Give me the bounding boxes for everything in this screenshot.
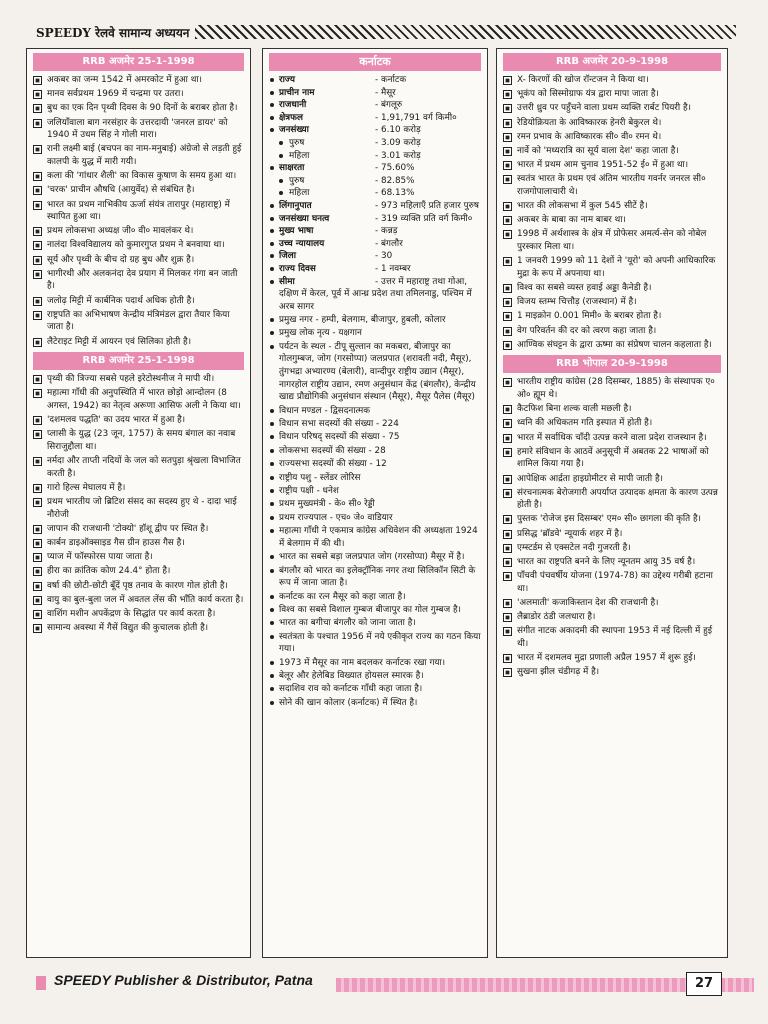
state-fact-item: दक्षिण में केरल, पूर्व में आन्ध्र प्रदेश तथा तमिलनाडु, पश्चिम में अरब सागर — [279, 289, 472, 312]
fact-value: - 3.09 करोड़ — [375, 137, 421, 148]
state-fact-item: सोने की खान कोलार (कर्नाटक) में स्थित है। — [267, 697, 482, 710]
state-fact-row — [267, 276, 482, 289]
fact-item: 1998 में अर्थशास्त्र के क्षेत्र में प्रोफेसर अमर्त्य-सेन को नोबेल पुरस्कार मिला था। — [501, 228, 722, 253]
state-fact-row — [267, 162, 482, 175]
fact-item: बुध का एक दिन पृथ्वी दिवस के 90 दिनों के बराबर होता है। — [31, 102, 245, 115]
state-fact-row — [267, 200, 482, 213]
state-fact-row — [267, 213, 482, 226]
fact-key: क्षेत्रफल — [279, 112, 303, 123]
fact-key: जनसंख्या घनत्व — [279, 213, 330, 224]
state-fact-row — [267, 137, 482, 150]
page-header — [36, 20, 736, 44]
fact-item: भारत में सर्वाधिक चाँदी उत्पन्न करने वाला प्रदेश राजस्थान है। — [501, 432, 722, 445]
fact-value: - बंगलूरु — [375, 100, 403, 111]
fact-item: मानव सर्वप्रथम 1969 में चन्द्रमा पर उतरा। — [31, 88, 245, 101]
fact-item: प्रथम लोकसभा अध्यक्ष जी० वी० मावलंकर थे। — [31, 225, 245, 238]
fact-item: कार्बन डाइऑक्साइड गैस ग्रीन हाउस गैस है। — [31, 537, 245, 550]
fact-item: लैब्राडोर ठंडी जलधारा है। — [501, 611, 722, 624]
state-flow — [263, 288, 487, 709]
state-fact-row — [267, 112, 482, 125]
fact-item: विजय स्तम्भ चित्तौड़ (राजस्थान) में है। — [501, 296, 722, 309]
fact-item: गारो हिल्स मेघालय में है। — [31, 482, 245, 495]
fact-item: प्लासी के युद्ध (23 जून, 1757) के समय बंगाल का नवाब सिराजुद्दौला था। — [31, 428, 245, 453]
fact-key: जिला — [279, 251, 297, 262]
state-fact-item: प्रमुख लोक नृत्य - यक्षगान — [267, 327, 482, 340]
fact-key: राज्य दिवस — [279, 263, 316, 274]
fact-item: महात्मा गाँधी की अनुपस्थिति में भारत छोड़ो आन्दोलन (8 अगस्त, 1942) का नेतृत्व अरूणा आसिफ अली ने किया था। — [31, 387, 245, 412]
fact-item: प्याज में फॉस्फोरस पाया जाता है। — [31, 551, 245, 564]
state-facts — [263, 74, 487, 288]
section-title: RRB भोपाल 20-9-1998 — [503, 355, 721, 373]
fact-item: कैटफिश बिना शल्क वाली मछली है। — [501, 403, 722, 416]
fact-item: एम्स्टर्डम से एक्सटेल नदी गुजरती है। — [501, 542, 722, 555]
fact-value: - कर्नाटक — [375, 75, 407, 85]
state-fact-row — [267, 250, 482, 263]
fact-item: नर्मदा और ताप्ती नदियों के जल को सतपुड़ा श्रृंखला विभाजित करती है। — [31, 455, 245, 480]
fact-item: विश्व का सबसे व्यस्त हवाई अड्डा कैनेडी है। — [501, 282, 722, 295]
fact-item: हमारे संविधान के आठवें अनुसूची में अबतक 22 भाषाओं को शामिल किया गया है। — [501, 446, 722, 471]
state-fact-item: राष्ट्रीय पशु - स्लेंडर लोरिस — [267, 472, 482, 485]
fact-item: नालंदा विश्वविद्यालय को कुमारगुप्त प्रथम ने बनवाया था। — [31, 239, 245, 252]
fact-item: आपेक्षिक आर्द्रता हाइग्रोमीटर से मापी जाती है। — [501, 473, 722, 486]
page-number: 27 — [686, 972, 722, 996]
fact-value: - 68.13% — [375, 188, 415, 199]
fact-list — [497, 74, 727, 351]
fact-item: रेडियोक्रियता के आविष्कारक हेनरी बेकुरल थे। — [501, 117, 722, 130]
fact-item: उत्तरी ध्रुव पर पहुँचने वाला प्रथम व्यक्ति रार्बट पियरी है। — [501, 102, 722, 115]
section-title: कर्नाटक — [269, 53, 481, 71]
header-hatch — [195, 25, 736, 39]
state-fact-item: बेलूर और हेलेबिड विख्यात होयसल स्मारक है। — [267, 670, 482, 683]
fact-value: - 6.10 करोड़ — [375, 125, 421, 136]
fact-item: कला की 'गांधार शैली' का विकास कुषाण के समय हुआ था। — [31, 170, 245, 183]
fact-list — [497, 376, 727, 679]
fact-key: मुख्य भाषा — [279, 226, 314, 237]
state-fact-item: विधान मण्डल - द्विसदनात्मक — [267, 405, 482, 418]
state-fact-row — [267, 238, 482, 251]
fact-item: प्रसिद्ध 'ब्रॉडवे' न्यूयार्क शहर में है। — [501, 528, 722, 541]
section-title: RRB अजमेर 25-1-1998 — [33, 53, 244, 71]
fact-key: राज्य — [279, 75, 296, 85]
state-fact-item: प्रथम राज्यपाल - एच० जे० वाडियार — [267, 512, 482, 525]
fact-key: लिंगानुपात — [279, 200, 312, 211]
section-title: RRB अजमेर 20-9-1998 — [503, 53, 721, 71]
state-fact-item: लोकसभा सदस्यों की संख्या - 28 — [267, 445, 482, 458]
state-fact-item: भारत का सबसे बड़ा जलप्रपात जोग (गरसोप्पा) मैसूर में है। — [267, 551, 482, 564]
fact-item: रमन प्रभाव के आविष्कारक सी० वी० रमन थे। — [501, 131, 722, 144]
fact-item: संगीत नाटक अकादमी की स्थापना 1953 में नई दिल्ली में हुई थी। — [501, 625, 722, 650]
fact-item: भारत की लोकसभा में कुल 545 सीटें है। — [501, 200, 722, 213]
fact-item: भारत में प्रथम आम चुनाव 1951-52 ई० में हुआ था। — [501, 159, 722, 172]
state-fact-item: 1973 में मैसूर का नाम बदलकर कर्नाटक रखा गया। — [267, 657, 482, 670]
fact-item: 'चरक' प्राचीन औषधि (आयुर्वेद) से संबंधित है। — [31, 184, 245, 197]
fact-value: - 319 व्यक्ति प्रति वर्ग किमी० — [375, 213, 473, 224]
state-fact-item: सदाशिव राव को कर्नाटक गाँधी कहा जाता है। — [267, 683, 482, 696]
header-brand: SPEEDY रेलवे सामान्य अध्ययन — [36, 25, 190, 40]
fact-item: सुखना झील चंडीगढ़ में है। — [501, 666, 722, 679]
fact-value: - 30 — [375, 251, 393, 262]
state-fact-item: राष्ट्रीय पक्षी - धनेश — [267, 485, 482, 498]
fact-item: अकबर के बाबा का नाम बाबर था। — [501, 214, 722, 227]
fact-item: प्रथम भारतीय जो ब्रिटिश संसद का सदस्य हुए थे - दादा भाई नौरोजी — [31, 496, 245, 521]
section-title: RRB अजमेर 25-1-1998 — [33, 352, 244, 370]
fact-item: जलोढ़ मिट्टी में कार्बनिक पदार्थ अधिक होती है। — [31, 295, 245, 308]
footer-publisher: SPEEDY Publisher & Distributor, Patna — [54, 972, 313, 988]
fact-item: 1 जनवरी 1999 को 11 देशों ने 'यूरो' को अपनी आधिकारिक मुद्रा के रूप में अपनाया था। — [501, 255, 722, 280]
state-fact-item: कर्नाटक का रत्न मैसूर को कहा जाता है। — [267, 591, 482, 604]
fact-key: पुरुष — [289, 137, 305, 148]
page-footer — [36, 970, 736, 1000]
footer-square-icon — [36, 976, 46, 990]
fact-item: वायु का बुल-बुला जल में अवतल लेंस की भाँति कार्य करता है। — [31, 594, 245, 607]
fact-item: 'अलमाती' कजाकिस्तान देश की राजधानी है। — [501, 597, 722, 610]
fact-value: - 1 नवम्बर — [375, 263, 411, 274]
fact-item: हीरा का क्रांतिक कोण 24.4° होता है। — [31, 565, 245, 578]
fact-key: उच्च न्यायालय — [279, 238, 325, 249]
fact-item: लैटेराइट मिट्टी में आयरन एवं सिलिका होती है। — [31, 336, 245, 349]
fact-key: महिला — [289, 150, 310, 161]
state-fact-row — [267, 187, 482, 200]
fact-list — [27, 373, 250, 635]
fact-item: जलियाँवाला बाग नरसंहार के उत्तरदायी 'जनरल डायर' को 1940 में उधम सिंह ने गोली मारा। — [31, 117, 245, 142]
state-fact-item: विश्व का सबसे विशाल गुम्बज बीजापुर का गोल गुम्बज है। — [267, 604, 482, 617]
state-fact-item: राज्यसभा सदस्यों की संख्या - 12 — [267, 458, 482, 471]
fact-value: - 75.60% — [375, 163, 415, 174]
state-fact-row — [267, 124, 482, 137]
fact-value: - बंगलौर — [375, 238, 403, 249]
fact-value: - उत्तर में महाराष्ट्र तथा गोआ, — [375, 276, 468, 287]
state-fact-item: महात्मा गाँधी ने एकमात्र कांग्रेस अधिवेशन की अध्यक्षता 1924 में बेलगाम में की थी। — [267, 525, 482, 550]
fact-value: - मैसूर — [375, 87, 396, 98]
state-fact-row — [267, 150, 482, 163]
fact-key: प्राचीन नाम — [279, 87, 315, 98]
fact-item: भारतीय राष्ट्रीय कांग्रेस (28 दिसम्बर, 1885) के संस्थापक ए० ओ० ह्यूम थे। — [501, 376, 722, 401]
state-fact-item: स्वतंत्रता के पश्चात 1956 में नये एकीकृत राज्य का गठन किया गया। — [267, 631, 482, 656]
state-fact-item: प्रथम मुख्यमंत्री - के० सी० रेड्डी — [267, 498, 482, 511]
fact-value: - कन्नड़ — [375, 226, 398, 237]
state-fact-item: प्रमुख नगर - हम्पी, बेलगाम, बीजापुर, हुबली, कोलार — [267, 314, 482, 327]
fact-item: नार्वे को 'मध्यरात्रि का सूर्य वाला देश' कहा जाता है। — [501, 145, 722, 158]
state-fact-item: विधान सभा सदस्यों की संख्या - 224 — [267, 418, 482, 431]
fact-item: आण्विक संघट्टन के द्वारा ऊष्मा का संप्रेषण चालन कहलाता है। — [501, 339, 722, 352]
fact-item: वर्षा की छोटी-छोटी बूँदें पृष्ठ तनाव के कारण गोल होती है। — [31, 580, 245, 593]
fact-item: भागीरथी और अलकनंदा देव प्रयाग में मिलकर गंगा बन जाती है। — [31, 268, 245, 293]
fact-item: पाँचवी पंचवर्षीय योजना (1974-78) का उद्देश्य गरीबी हटाना था। — [501, 570, 722, 595]
fact-item: X- किरणों की खोज रॉन्टजन ने किया था। — [501, 74, 722, 87]
column-middle — [262, 48, 488, 958]
column-left — [26, 48, 251, 958]
fact-value: - 1,91,791 वर्ग किमी० — [375, 112, 457, 123]
fact-item: वेग परिवर्तन की दर को त्वरण कहा जाता है। — [501, 325, 722, 338]
fact-item: पुस्तक 'रोजेज इस दिसम्बर' एम० सी० छागला की कृति है। — [501, 513, 722, 526]
fact-item: वाशिंग मशीन अपकेंद्रण के सिद्धांत पर कार्य करता है। — [31, 608, 245, 621]
fact-item: रानी लक्ष्मी बाई (बचपन का नाम-मनुबाई) अंग्रेजो से लड़ती हुई कालपी के युद्ध में मारी गयी। — [31, 143, 245, 168]
fact-key: जनसंख्या — [279, 125, 309, 136]
fact-item: 1 माइक्रोन 0.001 मिमी० के बराबर होता है। — [501, 310, 722, 323]
fact-value: - 3.01 करोड़ — [375, 150, 421, 161]
fact-item: पृथ्वी की त्रिज्या सबसे पहले इरेटोस्थनीज ने मापी थी। — [31, 373, 245, 386]
fact-item: भूकंप को सिस्मोग्राफ यंत्र द्वारा मापा जाता है। — [501, 88, 722, 101]
state-fact-item: पर्यटन के स्थल - टीपू सुल्तान का मकबरा, बीजापुर का गोलगुम्बज, जोग (गरसोप्पा) जलप्रपात (शरावती नदी, मैसूर), तुंगभद्रा अभ्यारण्य (बेलारी), वान्दीपुर राष्ट्रीय उद्यान (मैसूर), नागरहोल राष्ट्रीय उद्यान, रमण अनुसंधान केंद्र (बंगलौर), केन्द्रीय खाद्य प्रौद्योगिकी अनुसंधान संस्थान (मैसूर), मैसूर पैलेस (मैसूर) — [267, 341, 482, 404]
fact-item: अकबर का जन्म 1542 में अमरकोट में हुआ था। — [31, 74, 245, 87]
fact-key: महिला — [289, 188, 310, 199]
state-fact-row — [267, 225, 482, 238]
state-fact-item: बंगलौर को भारत का इलेक्ट्रॉनिक नगर तथा सिलिकॉन सिटी के रूप में जाना जाता है। — [267, 565, 482, 590]
fact-item: राष्ट्रपति का अभिभाषण केन्द्रीय मंत्रिमंडल द्वारा तैयार किया जाता है। — [31, 309, 245, 334]
fact-value: - 973 महिलाएँ प्रति हजार पुरुष — [375, 200, 479, 211]
state-fact-row — [267, 175, 482, 188]
fact-item: भारत का राष्ट्रपति बनने के लिए न्यूनतम आयु 35 वर्ष है। — [501, 556, 722, 569]
state-fact-row — [267, 87, 482, 100]
state-fact-item: भारत का बगीचा बंगलौर को जाना जाता है। — [267, 617, 482, 630]
fact-key: राजधानी — [279, 100, 307, 111]
fact-item: भारत का प्रथम नाभिकीय ऊर्जा संयंत्र तारापुर (महाराष्ट्र) में स्थापित हुआ था। — [31, 199, 245, 224]
state-fact-row — [267, 99, 482, 112]
fact-list — [27, 74, 250, 348]
state-fact-item: विधान परिषद् सदस्यों की संख्या - 75 — [267, 431, 482, 444]
fact-key: सीमा — [279, 276, 295, 287]
fact-item: संरचनात्मक बेरोजगारी अपर्याप्त उत्पादक क्षमता के कारण उत्पन्न होती है। — [501, 487, 722, 512]
fact-item: ध्वनि की अधिकतम गति इस्पात में होती है। — [501, 417, 722, 430]
state-fact-row — [267, 74, 482, 87]
fact-item: सूर्य और पृथ्वी के बीच दो ग्रह बुध और शुक्र है। — [31, 254, 245, 267]
column-right — [496, 48, 728, 958]
fact-value: - 82.85% — [375, 175, 415, 186]
fact-item: भारत में दशमलव मुद्रा प्रणाली अप्रैल 1957 में शुरू हुई। — [501, 652, 722, 665]
fact-key: पुरुष — [289, 175, 305, 186]
state-fact-row — [267, 263, 482, 276]
fact-key: साक्षरता — [279, 163, 305, 174]
fact-item: 'दशमलव पद्धति' का उदय भारत में हुआ है। — [31, 414, 245, 427]
fact-item: सामान्य अवस्था में गैसें विद्युत की कुचालक होती है। — [31, 622, 245, 635]
fact-item: स्वतंत्र भारत के प्रथम एवं अंतिम भारतीय गवर्नर जनरल सी० राजगोपालाचारी थे। — [501, 173, 722, 198]
fact-item: जापान की राजधानी 'टोक्यो' हॉशू द्वीप पर स्थित है। — [31, 523, 245, 536]
